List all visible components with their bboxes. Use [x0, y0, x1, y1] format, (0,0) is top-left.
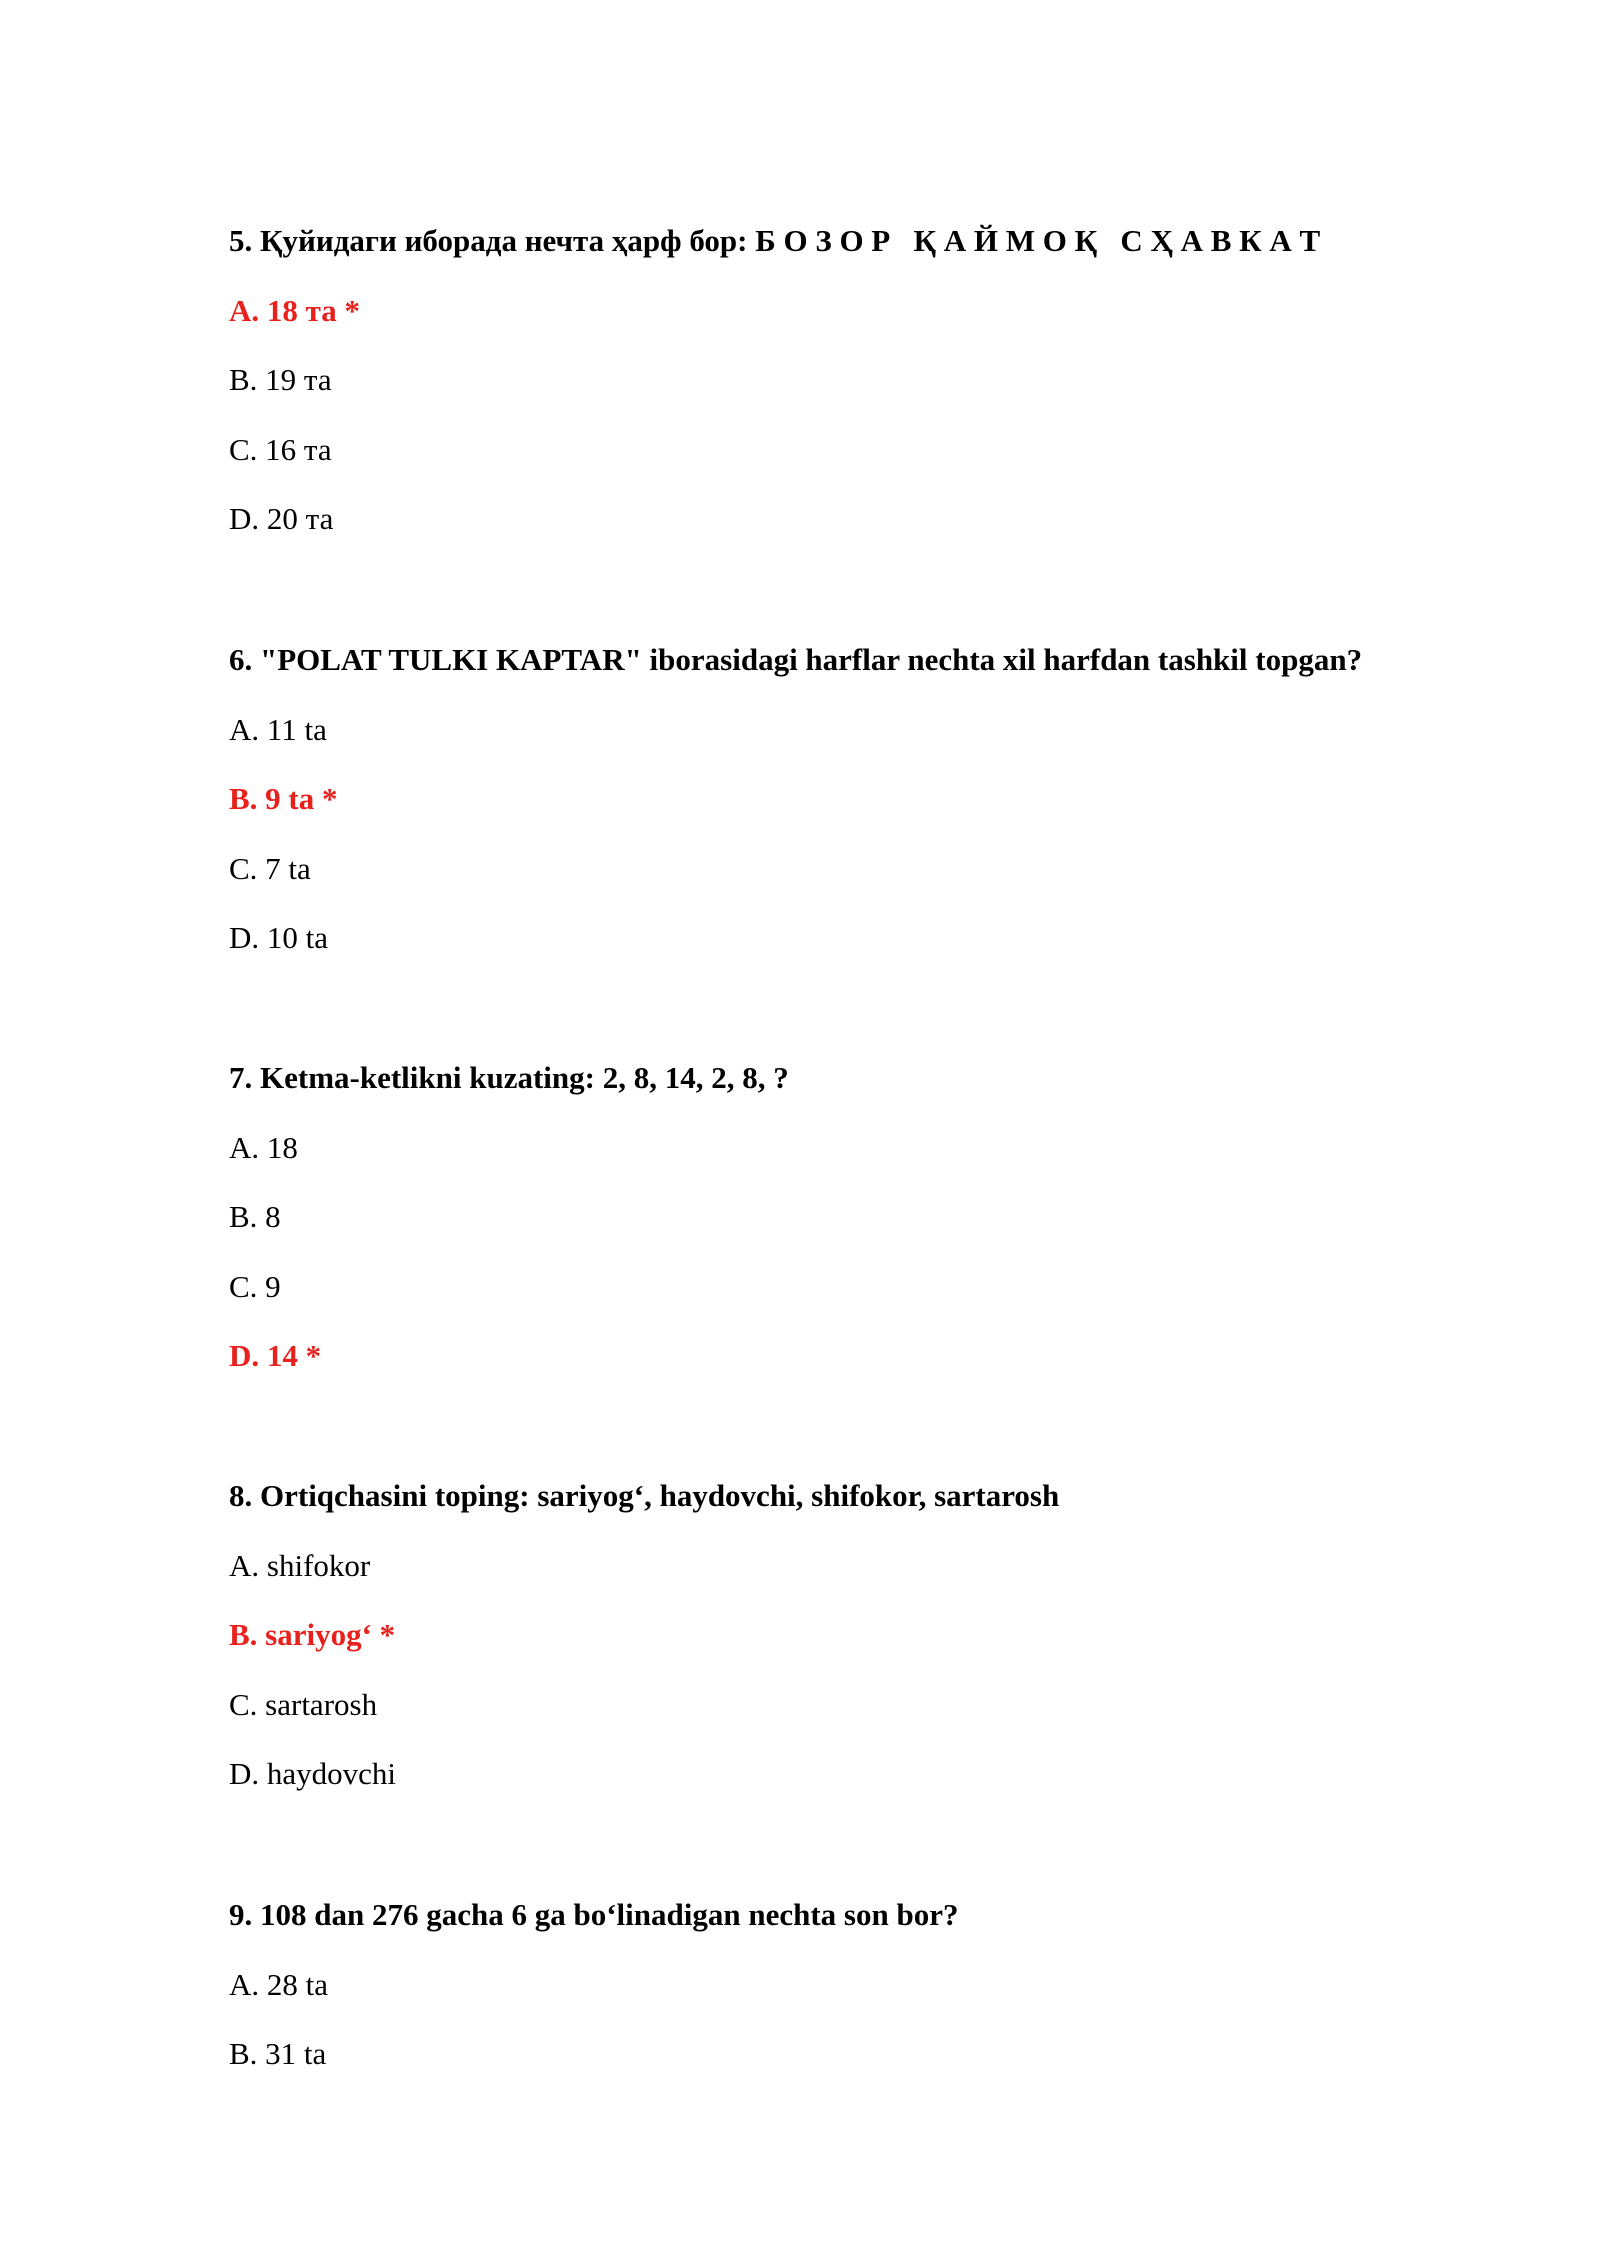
option-c: C. 16 та: [229, 431, 332, 467]
option-d: D. 20 та: [229, 501, 334, 536]
question-title: 6. "POLAT TULKI KAPTAR" iborasidagi harflar nechta xil harfdan tashkil topgan?: [229, 642, 1363, 677]
option-b: B. 8: [229, 1199, 281, 1234]
option-a-correct: A. 18 та *: [229, 292, 360, 328]
option-b-correct: B. sariyog‘ *: [229, 1617, 396, 1652]
option-b: B. 31 ta: [229, 2036, 327, 2071]
option-c: C. sartarosh: [229, 1686, 378, 1722]
option-a: A. 28 ta: [229, 1966, 329, 2002]
option-b-correct: B. 9 ta *: [229, 781, 338, 816]
question-title: 8. Ortiqchasini toping: sariyog‘, haydovchi, shifokor, sartarosh: [229, 1478, 1060, 1513]
option-a: A. 11 ta: [229, 711, 327, 747]
option-b: B. 19 та: [229, 362, 332, 397]
question-8: [229, 1476, 1529, 1794]
question-5: [229, 221, 1529, 539]
option-d: D. 10 ta: [229, 920, 329, 955]
question-title: 7. Ketma-ketlikni kuzating: 2, 8, 14, 2, 8, ?: [229, 1060, 789, 1095]
question-title: 9. 108 dan 276 gacha 6 ga bo‘linadigan nechta son bor?: [229, 1897, 959, 1932]
option-d-correct: D. 14 *: [229, 1338, 322, 1373]
option-c: C. 9: [229, 1268, 281, 1304]
option-c: C. 7 ta: [229, 850, 311, 886]
option-a: A. 18: [229, 1129, 298, 1165]
question-title: 5. Қуйидаги иборада нечта ҳарф бор: Б О З О Р Қ А Й М О Қ С Ҳ А В К А Т: [229, 223, 1321, 258]
option-a: A. shifokor: [229, 1547, 371, 1583]
question-7: [229, 1058, 1529, 1376]
option-d: D. haydovchi: [229, 1756, 397, 1791]
question-6: [229, 640, 1529, 958]
question-9: [229, 1895, 1529, 2074]
